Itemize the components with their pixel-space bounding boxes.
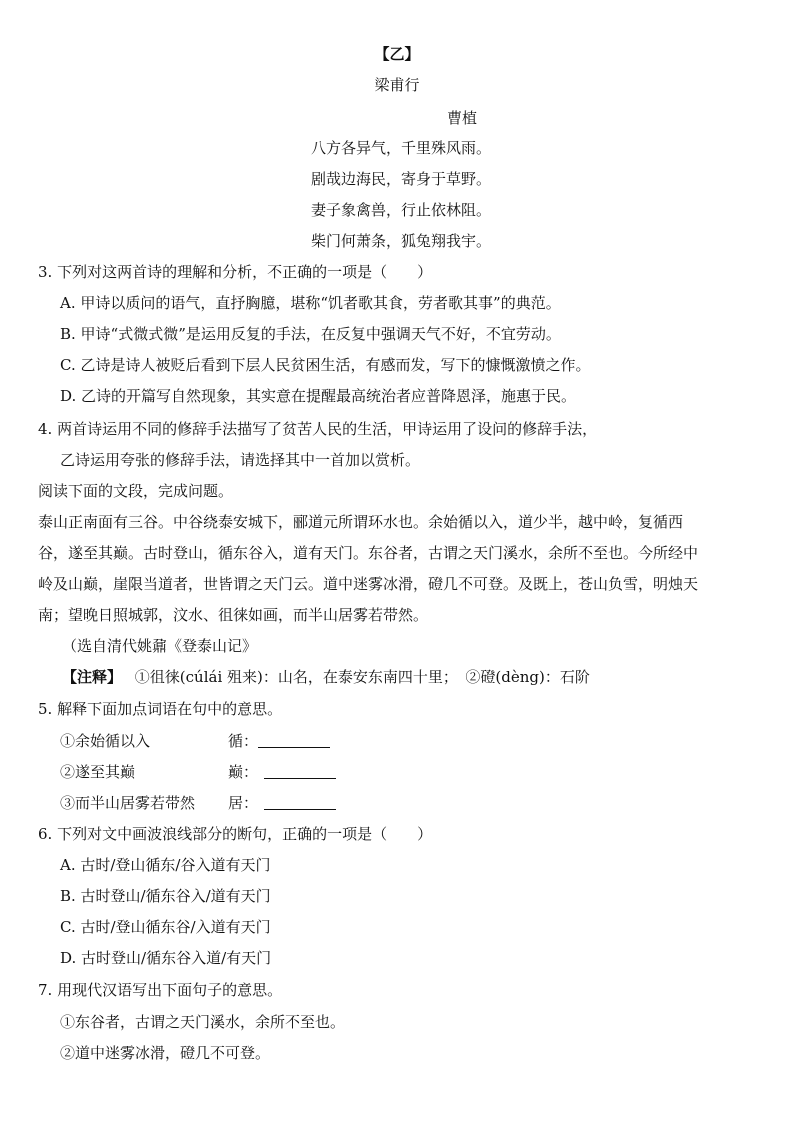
question-3-option-d: D. 乙诗的开篇写自然现象，其实意在提醒最高统治者应普降恩泽，施惠于民。 <box>60 387 577 405</box>
question-5-item-word <box>228 731 330 751</box>
question-4-line-1: 4. 两首诗运用不同的修辞手法描写了贫苦人民的生活，甲诗运用了设问的修辞手法， <box>38 420 598 438</box>
answer-blank[interactable] <box>258 732 330 748</box>
question-5-item-phrase: ③而半山居雾若带然 <box>60 794 196 812</box>
poem-line: 柴门何萧条，狐兔翔我宇。 <box>311 232 492 250</box>
question-3-option-c: C. 乙诗是诗人被贬后看到下层人民贫困生活，有感而发，写下的慷慨激愤之作。 <box>60 356 591 374</box>
question-3-stem: 3. 下列对这两首诗的理解和分析，不正确的一项是（ ） <box>38 263 433 281</box>
question-5-item-word-label: 居： <box>228 794 259 812</box>
question-6-option-b: B. 古时登山/循东谷入/道有天门 <box>60 887 271 905</box>
passage-line: 泰山正南面有三谷。中谷绕泰安城下，郦道元所谓环水也。余始循以入，道少半，越中岭，复循西 <box>38 513 684 531</box>
poem-author: 曹植 <box>447 109 478 127</box>
question-5-item-phrase: ①余始循以入 <box>60 732 151 750</box>
question-3-option-b: B. 甲诗“式微式微”是运用反复的手法，在反复中强调天气不好，不宜劳动。 <box>60 325 561 343</box>
question-7-item: ②道中迷雾冰滑，磴几不可登。 <box>60 1044 271 1062</box>
passage-line: 南；望晚日照城郭，汶水、徂徕如画，而半山居雾若带然。 <box>38 606 429 624</box>
question-7-stem: 7. 用现代汉语写出下面句子的意思。 <box>38 981 283 999</box>
question-5-item-word-label: 循： <box>228 732 259 750</box>
poem-line: 剧哉边海民，寄身于草野。 <box>311 170 492 188</box>
reading-instruction: 阅读下面的文段，完成问题。 <box>38 482 234 500</box>
question-4-line-2: 乙诗运用夸张的修辞手法，请选择其中一首加以赏析。 <box>60 451 421 469</box>
annotation <box>62 667 590 687</box>
passage-source: （选自清代姚鼐《登泰山记》 <box>62 637 258 655</box>
poem-title: 梁甫行 <box>374 76 420 94</box>
question-6-option-a: A. 古时/登山循东/谷入道有天门 <box>60 856 271 874</box>
question-5-item-word <box>228 762 336 782</box>
question-6-option-d: D. 古时登山/循东谷入道/有天门 <box>60 949 272 967</box>
question-5-item-phrase: ②遂至其巅 <box>60 763 136 781</box>
question-6-stem: 6. 下列对文中画波浪线部分的断句，正确的一项是（ ） <box>38 825 433 843</box>
question-5-item-word-label: 巅： <box>228 763 259 781</box>
question-6-option-c: C. 古时/登山循东谷/入道有天门 <box>60 918 271 936</box>
poem-line: 八方各异气，千里殊风雨。 <box>311 139 492 157</box>
poem-line: 妻子象禽兽，行止依林阻。 <box>311 201 492 219</box>
annotation-text: ①徂徕(cúlái 殂来)：山名，在泰安东南四十里； ②磴(dèng)：石阶 <box>134 668 590 686</box>
question-5-item-word <box>228 793 336 813</box>
answer-blank[interactable] <box>264 794 336 810</box>
question-3-option-a: A. 甲诗以质问的语气，直抒胸臆，堪称“饥者歌其食，劳者歌其事”的典范。 <box>60 294 561 312</box>
answer-blank[interactable] <box>264 763 336 779</box>
passage-line: 谷，遂至其巅。古时登山，循东谷入，道有天门。东谷者，古谓之天门溪水，余所不至也。今所经中 <box>38 544 699 562</box>
question-7-item: ①东谷者，古谓之天门溪水，余所不至也。 <box>60 1013 346 1031</box>
annotation-label: 【注释】 <box>62 668 123 686</box>
passage-line: 岭及山巅，崖限当道者，世皆谓之天门云。道中迷雾冰滑，磴几不可登。及既上，苍山负雪，明烛天 <box>38 575 699 593</box>
section-label: 【乙】 <box>374 45 420 63</box>
question-5-stem: 5. 解释下面加点词语在句中的意思。 <box>38 700 283 718</box>
